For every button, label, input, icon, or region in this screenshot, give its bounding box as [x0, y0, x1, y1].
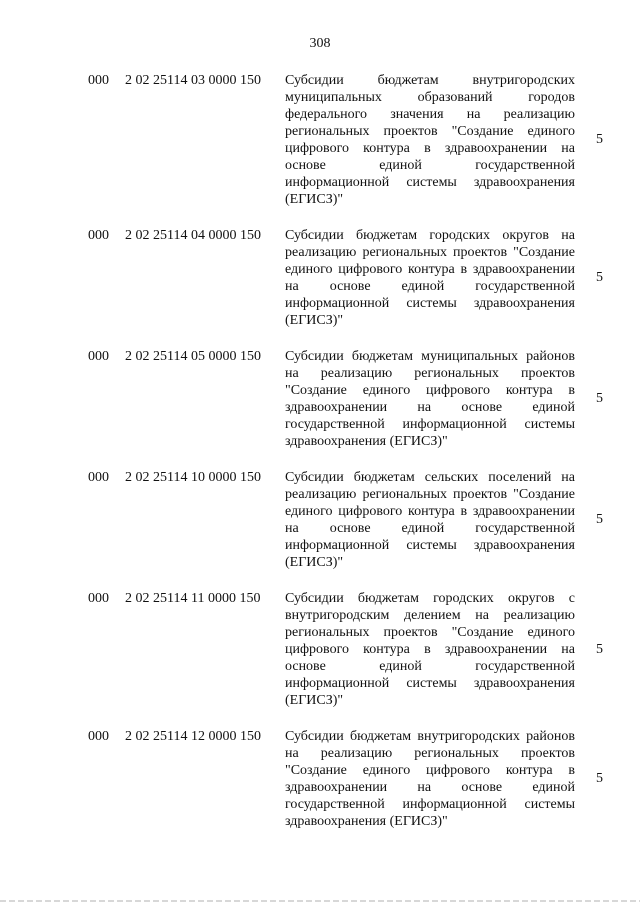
revenue-name: Субсидии бюджетам городских округов на реализацию региональных проектов "Создание единого цифрового контура в здравоохранении на основе единой государственной информационной системы здравоохранения (ЕГИСЗ)" [285, 228, 575, 328]
value-cell: 5 [596, 270, 603, 285]
admin-code: 000 [88, 729, 109, 744]
budget-classification-code: 2 02 25114 04 0000 150 [125, 228, 261, 243]
scan-edge-artifact [0, 900, 640, 902]
admin-code: 000 [88, 228, 109, 243]
revenue-name: Субсидии бюджетам сельских поселений на реализацию региональных проектов "Создание единого цифрового контура в здравоохранении на основе единой государственной информационной системы здравоохранения (ЕГИСЗ)" [285, 470, 575, 570]
table-row [0, 590, 640, 709]
budget-codes-table [0, 72, 640, 849]
budget-classification-code: 2 02 25114 10 0000 150 [125, 470, 261, 485]
revenue-name: Субсидии бюджетам городских округов с внутригородским делением на реализацию региональных проектов "Создание единого цифрового контура в здравоохранении на основе единой государственной информационной системы здравоохранения (ЕГИСЗ)" [285, 591, 575, 708]
admin-code: 000 [88, 349, 109, 364]
value-cell: 5 [596, 391, 603, 406]
budget-classification-code: 2 02 25114 03 0000 150 [125, 73, 261, 88]
budget-classification-code: 2 02 25114 05 0000 150 [125, 349, 261, 364]
table-row [0, 348, 640, 450]
value-cell: 5 [596, 641, 603, 657]
admin-code: 000 [88, 73, 109, 88]
value-cell: 5 [596, 512, 603, 527]
table-row [0, 469, 640, 571]
page-number: 308 [309, 36, 331, 51]
budget-classification-code: 2 02 25114 11 0000 150 [125, 591, 261, 606]
value-cell: 5 [596, 771, 603, 786]
revenue-name: Субсидии бюджетам внутригородских муниципальных образований городов федерального значения на реализацию региональных проектов "Создание единого цифрового контура в здравоохранении на основе единой государственной информационной системы здравоохранения (ЕГИСЗ)" [285, 73, 575, 207]
value-cell: 5 [596, 132, 603, 147]
admin-code: 000 [88, 591, 109, 606]
budget-classification-code: 2 02 25114 12 0000 150 [125, 729, 261, 744]
table-row [0, 72, 640, 208]
revenue-name: Субсидии бюджетам внутригородских районов на реализацию региональных проектов "Создание единого цифрового контура в здравоохранении на основе единой государственной информационной системы здравоохранения (ЕГИСЗ)" [285, 729, 575, 829]
table-row [0, 728, 640, 830]
revenue-name: Субсидии бюджетам муниципальных районов на реализацию региональных проектов "Создание единого цифрового контура в здравоохранении на основе единой государственной информационной системы здравоохранения (ЕГИСЗ)" [285, 349, 575, 449]
table-row [0, 227, 640, 329]
admin-code: 000 [88, 470, 109, 485]
